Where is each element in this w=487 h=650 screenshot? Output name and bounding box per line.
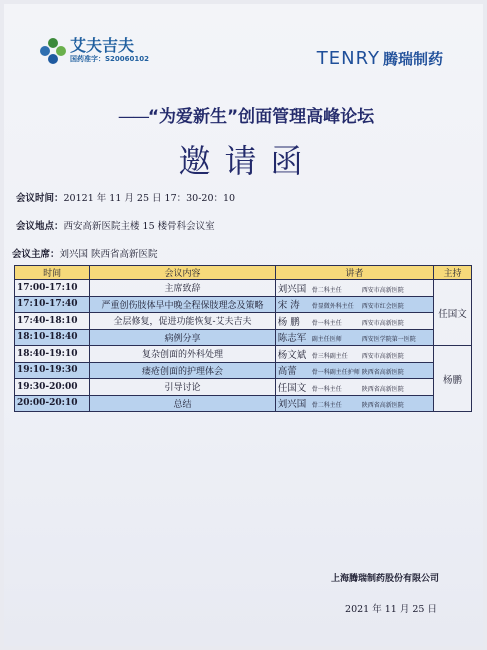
row-time: 18:40-19:10 <box>15 346 90 363</box>
table-row <box>15 329 472 346</box>
row-time: 20:00-20:10 <box>15 395 90 412</box>
speaker-org: 西安市高新医院 <box>361 286 404 294</box>
table-row <box>15 313 472 330</box>
speaker-org: 西安市高新医院 <box>361 352 404 360</box>
meeting-host <box>12 246 158 260</box>
meeting-place-label: 会议地点： <box>16 221 64 232</box>
speaker-org: 陕西省高新医院 <box>361 402 404 410</box>
row-time: 18:10-18:40 <box>15 329 90 346</box>
meeting-place <box>16 218 215 232</box>
table-row <box>15 296 472 313</box>
speaker-title: 骨一科主任 <box>311 385 342 393</box>
row-time: 17:00-17:10 <box>15 280 90 297</box>
table-row <box>15 379 472 396</box>
logo-left-code: 国药准字：S20060102 <box>70 55 150 63</box>
logo-right-cn: 腾瑞制药 <box>382 50 443 68</box>
row-topic: 主席致辞 <box>90 280 276 297</box>
speaker-org: 西安医学院第一医院 <box>361 336 416 344</box>
row-speaker <box>275 379 433 396</box>
meeting-place-value: 西安高新医院主楼 15 楼骨科会议室 <box>63 221 215 232</box>
row-speaker <box>275 313 433 330</box>
logo-right-en: TENRY <box>316 48 380 69</box>
tenry-logo <box>317 48 443 69</box>
speaker-name: 杨文斌 <box>277 349 307 361</box>
header-host: 主持 <box>434 266 472 280</box>
forum-title-rest: 创面管理高峰论坛 <box>238 107 375 127</box>
speaker-title: 骨一科副主任护师 <box>311 369 360 377</box>
speaker-org: 西安市高新医院 <box>361 319 404 327</box>
host-cell-2: 杨鹏 <box>434 346 472 412</box>
footer-company: 上海腾瑞制药股份有限公司 <box>330 574 439 584</box>
speaker-name: 刘兴国 <box>277 283 307 295</box>
speaker-name: 宋 涛 <box>277 300 300 312</box>
meeting-host-label: 会议主席： <box>12 249 60 260</box>
speaker-title: 骨三科副主任 <box>311 352 348 360</box>
table-row <box>15 362 472 379</box>
row-speaker <box>275 346 433 363</box>
row-topic: 复杂创面的外科处理 <box>90 346 276 363</box>
forum-title-quote: “为爱新生” <box>147 107 239 127</box>
logo-left-name: 艾夫吉夫 <box>70 36 135 55</box>
header-time: 时间 <box>15 266 90 280</box>
meeting-time <box>16 190 235 204</box>
row-time: 19:30-20:00 <box>15 379 90 396</box>
table-header-row <box>15 266 472 280</box>
forum-title-dash: —— <box>117 107 148 127</box>
row-speaker <box>275 329 433 346</box>
row-topic: 全层修复，促进功能恢复-艾夫吉夫 <box>90 313 276 330</box>
speaker-org: 西安市红会医院 <box>361 303 404 311</box>
aifujifu-logo <box>40 38 149 64</box>
flower-logo-icon <box>40 38 66 64</box>
row-speaker <box>275 280 433 297</box>
meeting-time-value: 20121 年 11 月 25 日 17：30-20：10 <box>63 193 236 204</box>
row-topic: 瘘疮创面的护理体会 <box>90 362 276 379</box>
speaker-title: 骨一科主任 <box>311 319 342 327</box>
table-row <box>15 346 472 363</box>
host-cell-1: 任国文 <box>434 280 472 346</box>
meeting-host-value: 刘兴国 陕西省高新医院 <box>59 249 158 260</box>
speaker-org: 陕西省高新医院 <box>361 369 404 377</box>
forum-title <box>36 102 456 127</box>
table-row <box>15 395 472 412</box>
footer-date: 2021 年 11 月 25 日 <box>345 604 437 615</box>
speaker-name: 刘兴国 <box>277 399 307 411</box>
invitation-paper <box>4 4 483 646</box>
invite-title: 邀请函 <box>178 142 317 180</box>
speaker-title: 骨二科主任 <box>311 402 342 410</box>
row-time: 17:10-17:40 <box>15 296 90 313</box>
row-speaker <box>275 362 433 379</box>
row-speaker <box>275 296 433 313</box>
row-topic: 引导讨论 <box>90 379 276 396</box>
row-topic: 病例分享 <box>90 329 276 346</box>
speaker-name: 陈志军 <box>277 333 307 345</box>
schedule-table <box>14 265 472 412</box>
speaker-title: 副主任医师 <box>311 336 342 344</box>
header-speaker: 讲者 <box>275 266 433 280</box>
meeting-time-label: 会议时间： <box>16 193 64 204</box>
row-topic: 总结 <box>90 395 276 412</box>
row-topic: 严重创伤肢体早中晚全程保肢理念及策略 <box>90 296 276 313</box>
speaker-title: 骨显微外科主任 <box>311 303 354 311</box>
row-time: 17:40-18:10 <box>15 313 90 330</box>
speaker-name: 杨 鹏 <box>277 316 300 328</box>
row-time: 19:10-19:30 <box>15 362 90 379</box>
speaker-name: 任国文 <box>277 382 307 394</box>
row-speaker <box>275 395 433 412</box>
header-topic: 会议内容 <box>90 266 276 280</box>
speaker-org: 陕西省高新医院 <box>361 385 404 393</box>
speaker-title: 骨二科主任 <box>311 286 342 294</box>
speaker-name: 高蕾 <box>277 366 297 378</box>
table-row <box>15 280 472 297</box>
